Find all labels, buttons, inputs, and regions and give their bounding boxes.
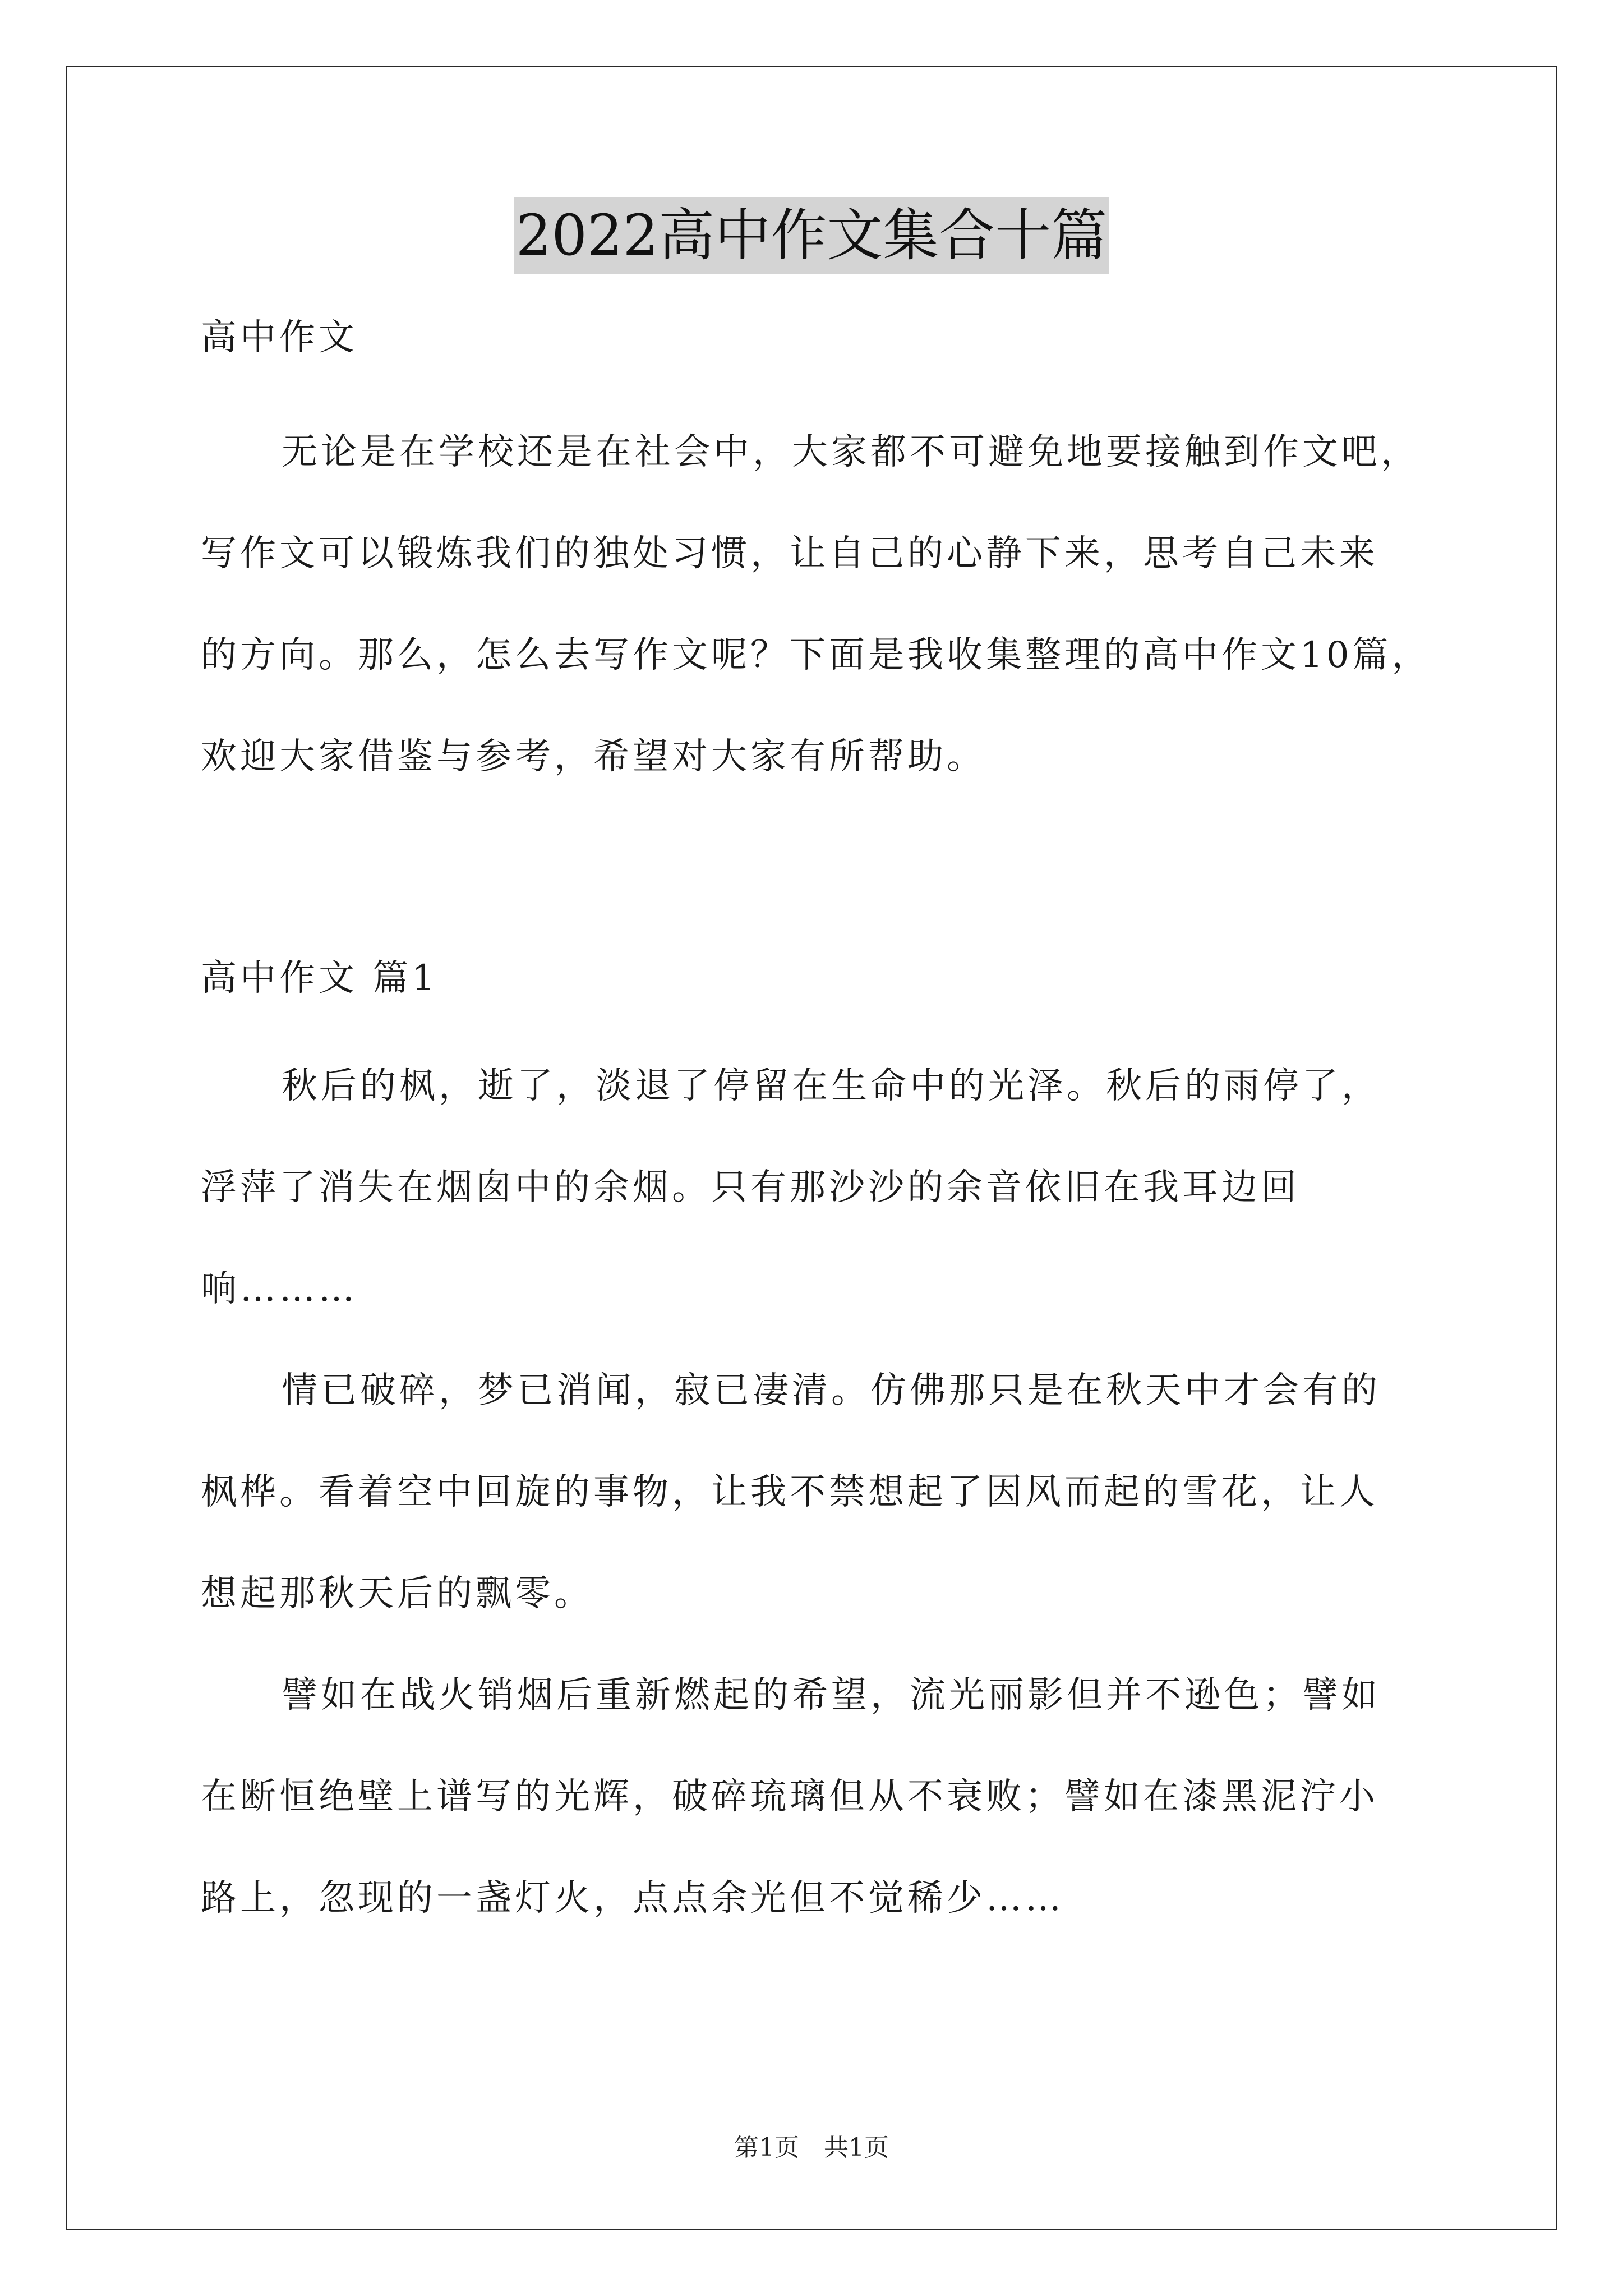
article-paragraph — [201, 1340, 1435, 1645]
article-paragraph — [201, 1645, 1435, 1949]
document-body — [201, 307, 1435, 1949]
article-heading: 高中作文 篇1 — [201, 958, 439, 999]
intro-line: 欢迎大家借鉴与参考，希望对大家有所帮助。 — [201, 736, 986, 777]
paragraph-line: 响……… — [201, 1268, 358, 1310]
title-container — [0, 197, 1623, 274]
page-footer: 第1页 共1页 — [734, 2133, 889, 2162]
article-paragraph — [201, 1036, 1435, 1340]
intro-line: 的方向。那么，怎么去写作文呢？下面是我收集整理的高中作文10篇， — [201, 634, 1431, 676]
paragraph-line: 譬如在战火销烟后重新燃起的希望，流光丽影但并不逊色；譬如 — [282, 1674, 1381, 1716]
paragraph-line: 情已破碎，梦已消闻，寂已凄清。仿佛那只是在秋天中才会有的 — [282, 1370, 1381, 1411]
intro-paragraph — [201, 402, 1435, 808]
paragraph-line: 路上，忽现的一盏灯火，点点余光但不觉稀少…… — [201, 1878, 1064, 1919]
paragraph-line: 想起那秋天后的飘零。 — [201, 1573, 593, 1614]
intro-line: 无论是在学校还是在社会中，大家都不可避免地要接触到作文吧， — [282, 431, 1420, 473]
paragraph-line: 浮萍了消失在烟囱中的余烟。只有那沙沙的余音依旧在我耳边回 — [201, 1167, 1300, 1208]
section-heading: 高中作文 — [201, 317, 358, 358]
paragraph-line: 秋后的枫，逝了，淡退了停留在生命中的光泽。秋后的雨停了， — [282, 1065, 1381, 1107]
intro-line: 写作文可以锻炼我们的独处习惯，让自己的心静下来，思考自己未来 — [201, 533, 1378, 574]
paragraph-line: 在断恒绝壁上谱写的光辉，破碎琉璃但从不衰败；譬如在漆黑泥泞小 — [201, 1776, 1378, 1818]
document-title: 2022高中作文集合十篇 — [514, 197, 1110, 274]
paragraph-line: 枫桦。看着空中回旋的事物，让我不禁想起了因风而起的雪花，让人 — [201, 1471, 1378, 1513]
